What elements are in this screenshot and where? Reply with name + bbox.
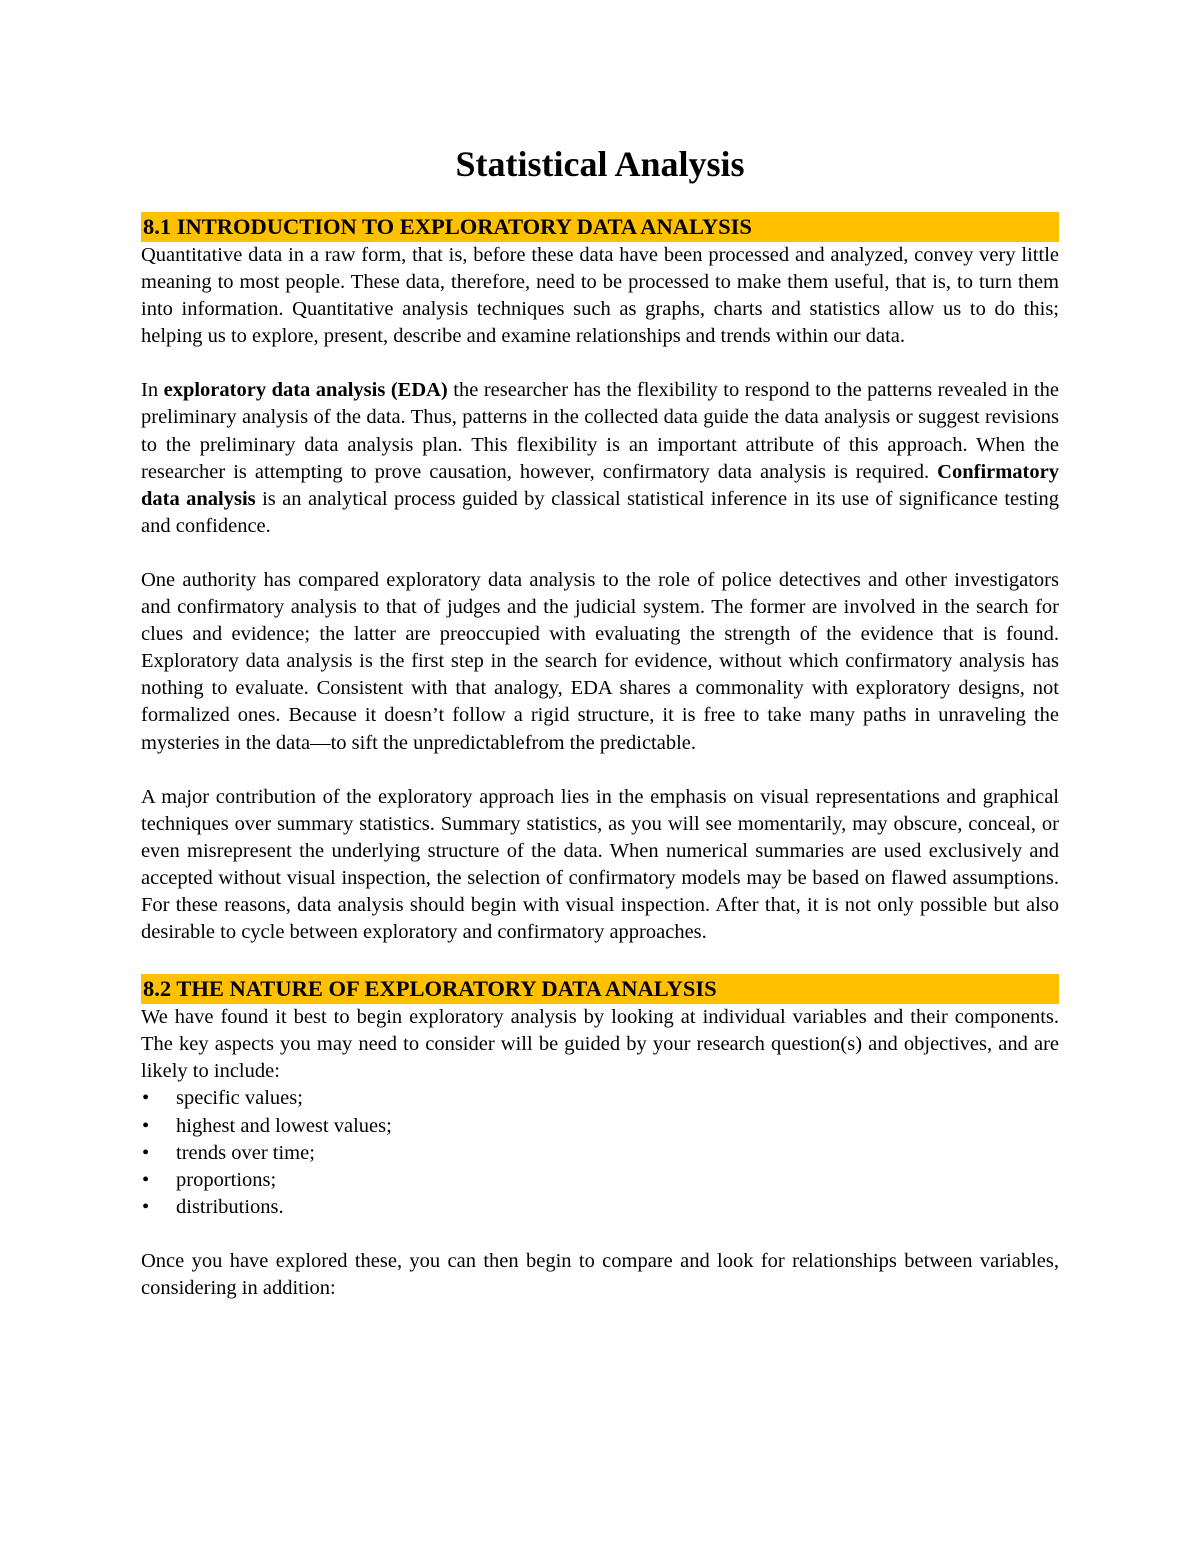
paragraph-intro: Quantitative data in a raw form, that is, before these data have been processed and analyzed, convey very little meaning to most people. These data, therefore, need to be processed to make them useful, that is, to turn them into information. Quantitative analysis techniques such as graphs, charts and statistics allow us to do this; helping us to explore, present, describe and examine relationships and trends within our data.: [141, 244, 1059, 348]
list-item-text: specific values;: [176, 1087, 303, 1110]
list-item: [141, 1167, 1059, 1194]
bullet-icon: •: [142, 1087, 150, 1110]
aspects-list: [141, 1085, 1059, 1220]
paragraph-detective-analogy: One authority has compared exploratory data analysis to the role of police detectives and other investigators and confirmatory analysis to that of judges and the judicial system. The former are involved in the search for clues and evidence; the latter are preoccupied with evaluating the strength of the evidence that is found. Exploratory data analysis is the first step in the search for evidence, without which confirmatory analysis has nothing to evaluate. Consistent with that analogy, EDA shares a commonality with exploratory designs, not formalized ones. Because it doesn’t follow a rigid structure, it is free to take many paths in unraveling the mysteries in the data—to sift the unpredictablefrom the predictable.: [141, 568, 1059, 754]
text-run: the researcher has the flexibility to respond to the patterns revealed in the preliminary analysis of the data. Thus, patterns in the collected data guide the data analysis or suggest revisions to the preliminary data analysis plan. This flexibility is an important attribute of this approach. When the researcher is attempting to prove causation, however, confirmatory data analysis is required.: [141, 379, 1060, 483]
paragraph-eda-definition: [141, 377, 1059, 540]
section-heading-8-2: 8.2 THE NATURE OF EXPLORATORY DATA ANALYSIS: [141, 974, 1059, 1004]
document-page: [141, 140, 1059, 1329]
paragraph-visual-emphasis: A major contribution of the exploratory approach lies in the emphasis on visual representations and graphical techniques over summary statistics. Summary statistics, as you will see momentarily, may obscure, conceal, or even misrepresent the underlying structure of the data. When numerical summaries are used exclusively and accepted without visual inspection, the selection of confirmatory models may be based on flawed assumptions. For these reasons, data analysis should begin with visual inspection. After that, it is not only possible but also desirable to cycle between exploratory and confirmatory approaches.: [141, 785, 1059, 944]
paragraph-nature-intro: We have found it best to begin exploratory analysis by looking at individual variables and their components. The key aspects you may need to consider will be guided by your research question(s) and objectives, and are likely to include:: [141, 1006, 1059, 1083]
document-title: Statistical Analysis: [455, 144, 745, 184]
text-run: In: [141, 379, 164, 402]
list-item-text: proportions;: [176, 1168, 277, 1191]
term-eda: exploratory data analysis (EDA): [163, 379, 448, 402]
bullet-icon: •: [142, 1141, 150, 1164]
list-item-text: trends over time;: [176, 1141, 315, 1164]
section-heading-8-1: 8.1 INTRODUCTION TO EXPLORATORY DATA ANALYSIS: [141, 212, 1059, 242]
bullet-icon: •: [142, 1168, 150, 1191]
list-item: [141, 1140, 1059, 1167]
list-item: [141, 1085, 1059, 1112]
list-item-text: highest and lowest values;: [176, 1114, 392, 1137]
text-run: is an analytical process guided by classical statistical inference in its use of significance testing and confidence.: [141, 487, 1059, 537]
paragraph-relationships: Once you have explored these, you can then begin to compare and look for relationships between variables, considering in addition:: [141, 1249, 1059, 1299]
bullet-icon: •: [142, 1114, 150, 1137]
term-confirmatory: Confirmatory data analysis: [141, 460, 1059, 510]
list-item: [141, 1194, 1059, 1221]
list-item: [141, 1113, 1059, 1140]
bullet-icon: •: [142, 1195, 150, 1218]
list-item-text: distributions.: [176, 1195, 284, 1218]
